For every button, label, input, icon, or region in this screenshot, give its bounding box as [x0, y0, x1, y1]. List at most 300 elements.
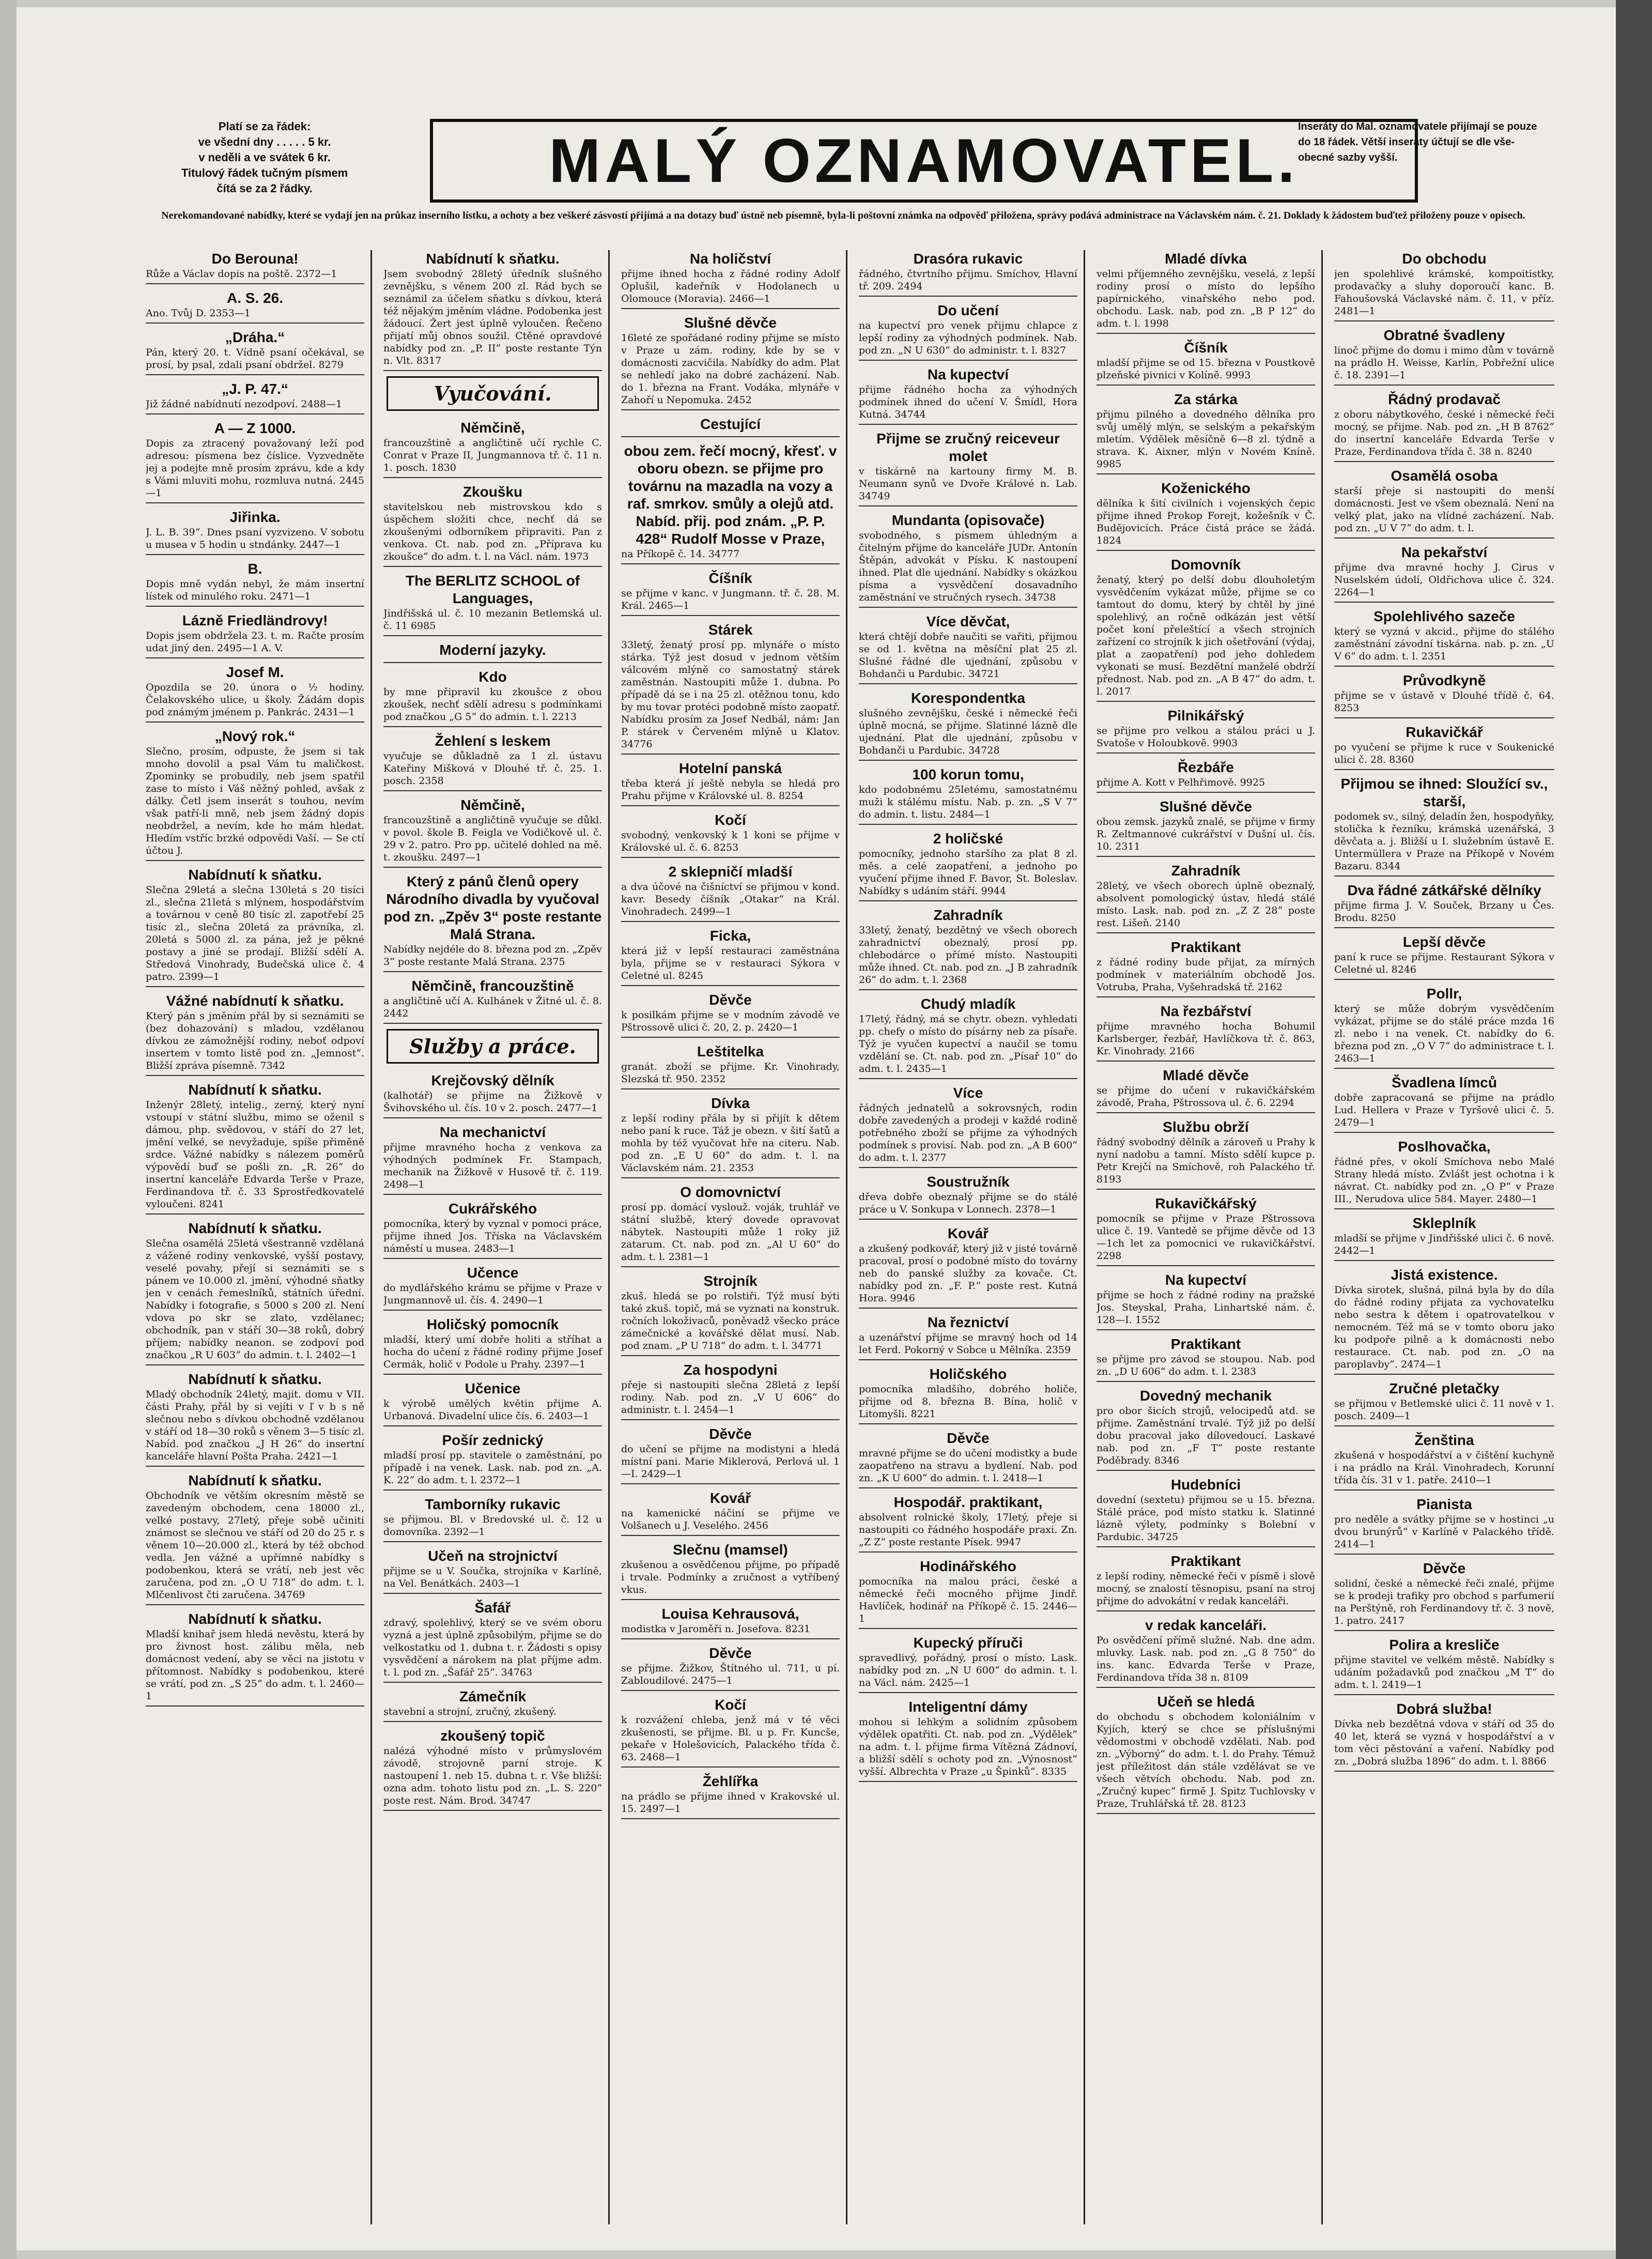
classified-ad — [1097, 1693, 1315, 1814]
classified-ad — [621, 1184, 840, 1267]
ad-body: přijme dva mravné hochy J. Cirus v Nuselském údolí, Oldřichova ulice č. 324. 2264—1 — [1334, 562, 1554, 598]
classified-ad — [383, 1547, 602, 1594]
ad-body: přijme mravného hocha Bohumil Karlsberger, řezbář, Havlíčkova tř. č. 863, Kr. Vinohrady. 2166 — [1097, 1021, 1315, 1057]
ad-title: „Dráha.“ — [225, 329, 285, 345]
ad-body: zkušená v hospodářství a v čištění kuchyně i na prádlo na Král. Vinohradech, Korunní třída čís. 31 v 1. patře. 2410—1 — [1334, 1450, 1554, 1486]
ad-body: řádný svobodný dělník a zároveň u Prahy k nyní nadobu a tamní. Místo sdělí kupce p. Petr Krejčí na Smíchově, roh Palackého tř. 8193 — [1097, 1136, 1315, 1185]
ad-title: Na pekařství — [1401, 544, 1488, 560]
ad-separator — [383, 1425, 602, 1426]
ad-body: Slečna osamělá 25letá všestranně vzdělaná z vážené rodiny venkovské, vyšší postavy, veselé povahy, přejí si seznámiti se s pánem ve 10.000 zl. jmění, výhodné sňatky jen v cenách řemeslníků, státních úřední. Nabídky i fotografie, s 5000 s 200 zl. Není vdova po skr se zlato, vzdělanec; obchodník, pan v stáří 30—38 roků, dobrý příjem; nabídky neanon. se zodpoví pod značkou „R U 603“ do admin. t. l. 2402—1 — [146, 1238, 364, 1361]
ad-separator — [859, 760, 1077, 761]
ad-title: zkoušený topič — [440, 1728, 545, 1744]
ad-body: Pán, který 20. t. Vídně psaní očekával, se prosí, by psal, zdali psaní obdržel. 8279 — [146, 347, 364, 371]
ad-title: 2 holičské — [933, 831, 1003, 847]
ad-body: ženatý, který po delší dobu dlouholetým vysvědčením vykázat může, přijme se co tamtout do domu, který by chtěl by jiné spolehlivý, an ročně odkázán jest větší počet koní přeleštící a všech strojních zařízení co strojník k jich ošetřování (výdaj, plat a zaopatření) pod jeho dohledem vykonati se musí. Bezdětní manželé obdrží přednost. Nab. pod zn. „A B 47“ do adm. t. l. 2017 — [1097, 574, 1315, 697]
ad-body: na Příkopě č. 14. 34777 — [621, 548, 740, 560]
ad-body: třeba která jí ještě nebyla se hledá pro Prahu přijme v Královské ul. 8. 8254 — [621, 778, 840, 802]
section-heading: Služby a práce. — [387, 1029, 599, 1064]
classified-ad — [1097, 759, 1315, 793]
ad-separator — [146, 413, 364, 414]
ad-body: modistka v Jaroměři n. Josefova. 8231 — [621, 1623, 810, 1635]
classified-ad — [1334, 1700, 1554, 1772]
classified-ad — [1097, 1617, 1315, 1688]
classified-ad — [621, 1773, 840, 1819]
ad-separator — [1097, 1112, 1315, 1113]
classified-ad — [146, 728, 364, 861]
ad-body: přijme se u V. Součka, strojníka v Karlíně, na Vel. Benátkách. 2403—1 — [383, 1565, 602, 1589]
ad-separator — [621, 985, 840, 986]
classified-ad — [1334, 1380, 1554, 1426]
classified-ad — [383, 1316, 602, 1375]
classified-ad — [859, 1494, 1077, 1553]
ad-separator — [1097, 1189, 1315, 1190]
classified-ad — [1097, 391, 1315, 474]
ad-separator — [1334, 1208, 1554, 1209]
ad-title: Hospodář. praktikant, — [893, 1494, 1043, 1510]
classified-ad — [859, 1173, 1077, 1220]
ad-separator — [1097, 1329, 1315, 1330]
ad-separator — [859, 989, 1077, 990]
ad-body: paní k ruce se přijme. Restaurant Sýkora v Celetné ul. 8246 — [1334, 951, 1554, 975]
ad-title: Na mechanictví — [439, 1124, 546, 1140]
classified-ad — [383, 641, 602, 663]
ad-separator — [1334, 1260, 1554, 1261]
ad-body: a uzenářství přijme se mravný hoch od 14 let Ferd. Pokorný v Sobce u Mělníka. 2359 — [859, 1332, 1077, 1356]
ad-separator — [383, 1194, 602, 1195]
ad-title: Ženština — [1414, 1432, 1474, 1448]
ad-separator — [1334, 602, 1554, 603]
classified-ad — [621, 1696, 840, 1768]
classified-ad — [621, 416, 840, 437]
ad-body: přijme se hoch z řádné rodiny na pražské Jos. Steyskal, Praha, Linhartské nám. č. 128—I. 1552 — [1097, 1289, 1315, 1326]
classified-ad — [146, 664, 364, 723]
ad-body: Dívka sirotek, slušná, pilná byla by do díla do řádné rodiny přijata za vychovatelku nebo sestra k dětem i opatrovatelkou v nemocném. Též má se v tomto oboru jako ku podpoře pilně a k domácnosti nebo restaurace. Ct. nab. pod zn. „O na paroplavby“. 2474—1 — [1334, 1284, 1554, 1370]
ad-body: stavební a strojní, zručný, zkušený. — [383, 1706, 557, 1717]
ad-separator — [1097, 333, 1315, 334]
ad-title: Učeň se hledá — [1157, 1694, 1255, 1710]
ad-title: Kupecký příruči — [913, 1635, 1023, 1651]
ad-title: Koženického — [1161, 480, 1250, 496]
ad-title: Dovedný mechanik — [1139, 1388, 1272, 1404]
ad-title: Hotelní panská — [678, 760, 782, 776]
ad-title: Jistá existence. — [1391, 1267, 1498, 1283]
ad-body: Dívka neb bezdětná vdova v stáří od 35 do 40 let, která se vyzná v hospodářství a v tom věci pěstování a vaření. Nabídky pod zn. „Dobrá služba 1896“ do adm. t. l. 8866 — [1334, 1718, 1554, 1767]
column-4 — [859, 250, 1085, 2224]
ad-body: k výrobě umělých květin přijme A. Urbanová. Divadelní ulice čís. 6. 2403—1 — [383, 1398, 602, 1422]
ad-title: Praktikant — [1170, 1553, 1241, 1569]
ad-title: Chudý mladík — [920, 996, 1016, 1012]
ad-title: Zručné pletačky — [1389, 1380, 1500, 1396]
ad-body: na kupectví pro venek přijmu chlapce z lepší rodiny za výhodných podmínek. Nab. pod zn. „N U 630“ do administr. t. l. 8327 — [859, 320, 1077, 356]
column-3 — [621, 250, 847, 2224]
ad-body: solidní, české a německé řeči znalé, přijme se k prodeji trafiky pro obchod s parfumerií na Perštýně, roh Ferdinandovy tř. č. 3 nově, 1. patro. 2417 — [1334, 1578, 1554, 1626]
column-2 — [383, 250, 610, 2224]
ad-separator — [1334, 1374, 1554, 1375]
ad-separator — [146, 1213, 364, 1215]
classified-ad — [1097, 1067, 1315, 1113]
ad-separator — [146, 502, 364, 503]
ad-title: Učenice — [465, 1380, 521, 1396]
classified-ad — [859, 995, 1077, 1079]
ad-body: pro obor šicích strojů, velocipedů atd. se přijme. Zaměstnání trvalé. Týž již po delší dobu pracoval jako dílovedoucí. Laskavé nab. pod zn. „F T“ poste restante Poděbrady. 8346 — [1097, 1405, 1315, 1466]
classified-ad — [1334, 1496, 1554, 1555]
ad-separator — [1097, 385, 1315, 386]
ad-body: granát. zboží se přijme. Kr. Vinohrady, Slezská tř. 950. 2352 — [621, 1061, 840, 1085]
ad-separator — [621, 409, 840, 410]
classified-ad — [1334, 882, 1554, 928]
ad-body: Jsem svobodný 28letý úředník slušného zevnějšku, s věnem 200 zl. Rád bych se seznámil za účelem sňatku s dívkou, která též nějakým jměním vládne. Podobenka jest žádoucí. Žert jest úplně vyloučen. Řečeno přijatí můj obnos soužil. Ctěné opravdové nabídky pod zn. „P. II“ poste restante Týn n. Vlt. 8317 — [383, 268, 602, 366]
ad-separator — [859, 1359, 1077, 1360]
classified-ad — [146, 289, 364, 324]
ad-body: svobodného, s písmem úhledným a čitelným přijme do kanceláře JUDr. Antonín Štěpán, advokát v Písku. K nastoupení ihned. Plat dle ujednání. Nabídky s okázkou písma a vysvědčení dosavadního zaměstnání ve stručných rysech. 34738 — [859, 530, 1077, 603]
ad-title: Švadlena límců — [1392, 1074, 1497, 1090]
ad-title: Děvče — [947, 1430, 990, 1446]
ad-separator — [383, 1117, 602, 1118]
ad-separator — [859, 824, 1077, 825]
classified-ad — [1334, 327, 1554, 386]
ad-separator — [859, 424, 1077, 425]
classified-ad — [146, 1371, 364, 1467]
classified-ad — [859, 1430, 1077, 1488]
ad-separator — [621, 1638, 840, 1639]
classified-ad — [621, 250, 840, 309]
classified-ad — [1334, 250, 1554, 321]
ad-separator — [383, 971, 602, 972]
classified-ad — [859, 1698, 1077, 1782]
classified-ad — [1097, 1476, 1315, 1547]
ad-body: Inženýr 28letý, intelig., zerný, který nyní vstoupí v státní službu, mimo se oženil s dámou, php. svědovou, v stáří do 27 let, jmění velké, se nevyžaduje, spíše přiměně srdce. Vážné nabídky s nálezem poměrů výpovědí buď se pošli zn. „R. 26“ do insertní kanceláře Edvarda Terše v Praze, Ferdinandova tř. č. 33 Sprostředkovatelé vyloučeni. 8241 — [146, 1099, 364, 1210]
ad-separator — [621, 1419, 840, 1420]
classified-ad — [859, 830, 1077, 901]
ad-title: Spolehlivého sazeče — [1373, 608, 1515, 624]
classified-ad — [859, 689, 1077, 761]
classified-ad — [621, 1541, 840, 1600]
ad-title: Zahradník — [933, 907, 1003, 923]
ad-title: Kočí — [715, 1697, 746, 1713]
column-5 — [1097, 250, 1323, 2224]
ad-separator — [146, 554, 364, 555]
ad-title: Žehlení s leskem — [435, 733, 551, 749]
ad-separator — [1334, 1068, 1554, 1069]
ad-separator — [859, 1692, 1077, 1693]
ad-title: Leštitelka — [697, 1043, 764, 1059]
ad-body: z lepší rodiny, německé řeči v písmě i slově mocný, se znalostí těsnopisu, psaní na stroj přijme do advokátní v redak kanceláři. — [1097, 1571, 1315, 1607]
classified-ad — [621, 811, 840, 858]
classified-ad — [621, 1043, 840, 1089]
classified-ad — [621, 1361, 840, 1420]
ad-body: do obchodu s obchodem koloniálním v Kyjích, který se chce se příslušnými vědomostmi v obchodě vzdělati. Nab. pod zn. „Výborný“ do adm. t. l. do Prahy. Témuž jest příležitost dán stále vzdělávat se ve všech větvích obchodu. Nab. pod zn. „Zručný kupec“ firmě J. Spitz Tuchlovsky v Praze, Truhlářská tř. 28. 8123 — [1097, 1711, 1315, 1809]
classified-ad — [146, 420, 364, 503]
ad-title: Číšník — [708, 570, 752, 586]
classified-ad — [1334, 391, 1554, 462]
ad-title: Slušné děvče — [1160, 798, 1252, 815]
ad-body: zkuš. hledá se po rolstiři. Týž musí býti také zkuš. topič, má se vyznati na konstruk. ročních lokoživaců, poněvadž všecko práce zámečnické a kovářské dělat musí. Nab. pod znam. „P U 718“ do adm. t. l. 34771 — [621, 1290, 840, 1351]
classified-ad — [146, 560, 364, 607]
ad-title: Na řezbářství — [1160, 1003, 1252, 1019]
ad-body: v tiskárně na kartouny firmy M. B. Neumann synů ve Dvoře Králové n. Lab. 34749 — [859, 466, 1077, 502]
ad-separator — [383, 566, 602, 567]
ad-separator — [383, 1310, 602, 1311]
ad-body: starší přeje si nastoupiti do menší domácnosti. Jest ve všem obeznalá. Není na velký plat, jako na vlídné zacházení. Nab. pod zn. „U V 7“ do adm. t. l. — [1334, 485, 1554, 534]
ad-body: dobře zapracovaná se přijme na prádlo Lud. Hellera v Praze v Tyršově ulici č. 5. 2479—1 — [1334, 1092, 1554, 1128]
ad-body: přijme A. Kott v Pelhřimově. 9925 — [1097, 777, 1265, 788]
ad-body: Slečno, prosím, odpuste, že jsem si tak mnoho dovolil a psal Vám tu maličkost. Zpominky se probudily, neb jsem spatřil zase to místo i Váš něžný pohled, avšak z dálky. Četl jsem inserát s touhou, nevím však patří-li mně, neb jsem žádný dopis neobdržel, a nevím, kde ho mám hledat. Hledím vstříc brzké odpovědi Vaší. — Se ctí účtou J. — [146, 746, 364, 856]
ad-separator — [1334, 1630, 1554, 1631]
ad-title: Šafář — [474, 1600, 511, 1616]
ad-separator — [859, 1219, 1077, 1220]
ad-title: Za hospodyni — [683, 1362, 778, 1378]
ad-separator — [146, 721, 364, 723]
ad-title: Nabídnutí k sňatku. — [188, 1472, 322, 1488]
ad-title: Tamborníky rukavic — [425, 1496, 561, 1512]
ad-body: se přijmou. Bl. v Bredovské ul. č. 12 u domovníka. 2392—1 — [383, 1514, 602, 1538]
ad-separator — [621, 1599, 840, 1600]
ad-body: Dopis za ztracený považovaný leží pod adresou: písmena bez číslice. Vyzvedněte jej a podejte mně prosím zprávu, kde a kdy s Vámi mluviti mohu, rozmluva nutná. 2445—1 — [146, 438, 364, 499]
ad-title: Více — [953, 1085, 983, 1101]
ad-body: přeje si nastoupiti slečna 28letá z lepší rodiny. Nab. pod zn. „V U 606“ do administr. t. l. 2454—1 — [621, 1379, 840, 1416]
ad-title: Polira a kresliče — [1389, 1637, 1500, 1653]
ad-separator — [1097, 550, 1315, 551]
ad-body: z lepší rodiny přála by si přijít k dětem nebo paní k ruce. Táž je obezn. v šití šatů a mohla by též vyučovat hře na citeru. Nab. pod zn. „E U 60“ do adm. t. l. na Václavském nám. 21. 2353 — [621, 1113, 840, 1174]
ad-body: Již žádné nabídnutí nezodpoví. 2488—1 — [146, 398, 342, 410]
classified-ad — [621, 1605, 840, 1639]
ad-separator — [383, 370, 602, 371]
ad-body: 33letý, ženatý prosí pp. mlynáře o místo stárka. Týž jest dosud v jednom větším válcovém mlýně co samostatný stárek zaměstnán. Nastoupiti může 1. dubna. Po případě dá se i na 25 zl. otěžnou tonu, kdo by mu tovar protéci podobně místo zaopatř. Nabídku prosím za Josef Nedbál, nám: Jan P. stárek v Červeném mlýně u Klatov. 34776 — [621, 639, 840, 750]
classified-ad — [1334, 1138, 1554, 1209]
ad-title: Louisa Kehrausová, — [661, 1606, 799, 1622]
ad-separator — [859, 1423, 1077, 1424]
ad-separator — [621, 805, 840, 806]
section-heading: Vyučování. — [387, 376, 599, 411]
classified-ad — [1097, 1271, 1315, 1330]
ad-title: A — Z 1000. — [214, 420, 296, 436]
ad-body: by mne připravil ku zkoušce z obou zkoušek, nechť sdělí adresu s podmínkami pod značkou „G 5“ do admin. t. l. 2213 — [383, 686, 602, 723]
ad-separator — [1334, 875, 1554, 877]
classified-ad — [1334, 544, 1554, 603]
ad-title: Na řeznictví — [927, 1314, 1009, 1330]
ad-title: Kdo — [478, 669, 507, 685]
ad-body: řádné přes, v okolí Smíchova nebo Malé Strany hledá místo. Zvlášt jest ochotna i k návrat. Ct. nabídky pod zn. „O P“ v Praze III., Nerudova ulice 584. Mayer. 2480—1 — [1334, 1156, 1554, 1205]
classified-ad — [383, 1264, 602, 1311]
ad-title: Do učení — [937, 302, 999, 318]
classified-ad — [1334, 985, 1554, 1069]
ad-body: Mladý obchodník 24letý, majit. domu v VII. části Prahy, přál by si vejíti v ľ v b s ně slečnou nebo s dívkou obchodně vzdělanou v stáří od 18—30 roků s věnem 3—5 tisíc zl. Nabíd. pod značkou „J H 26“ do insertní kanceláře hlavní Pošta Praha. 2421—1 — [146, 1389, 364, 1462]
classified-ad — [859, 1084, 1077, 1168]
classified-ad — [621, 927, 840, 986]
ad-separator — [1097, 1381, 1315, 1382]
classified-ad — [1097, 339, 1315, 386]
classified-ad — [621, 1489, 840, 1536]
ad-separator — [621, 1177, 840, 1178]
ad-separator — [146, 322, 364, 324]
classified-ad — [859, 1634, 1077, 1693]
ad-body: přijme ihned hocha z řádné rodiny Adolf Oplušil, kadeřník v Hodolanech u Olomouce (Moravia). 2466—1 — [621, 268, 840, 304]
classified-ad — [1334, 1266, 1554, 1375]
ad-separator — [383, 1682, 602, 1683]
ad-separator — [621, 857, 840, 858]
ad-body: nalézá výhodné místo v průmyslovém závodě, strojovně parní stroje. K nastoupení 1. neb 15. dubna t. r. Vše bližší: ozna adm. tohoto listu pod zn. „L. S. 220“ poste rest. Nám. Brod. 34747 — [383, 1745, 602, 1806]
ad-title: Slečnu (mamsel) — [673, 1542, 788, 1558]
classified-ad — [1097, 480, 1315, 551]
ad-title: Skleplník — [1412, 1215, 1476, 1231]
ad-body: Obchodník ve větším okresním městě se zavedeným obchodem, cena 18000 zl., velké postavy, 27letý, přeje sobě učiniti známost se slečnou ve stáří od 20 do 25 r. s věnem 10—20.000 zl., která by též obchod vedla. Jen vážné a upřímné nabídky s podobenkou, která se vrátí, neb jest věc zaručena, pod zn. „O U 718“ do adm. t. l. Mlčenlivost čti zaručena. 34769 — [146, 1490, 364, 1601]
classified-ad — [146, 1220, 364, 1365]
ad-body: přijmu pilného a dovedného dělníka pro svůj umělý mlýn, se selským a pekařským mletím. Výdělek měsíčně 6—8 zl. týdně a strava. K. Aixner, mlýn v Novém Kníně. 9985 — [1097, 409, 1315, 470]
ad-body: který se může dobrým vysvědčením vykázat, přijme se do stálé práce mzda 16 zl. nebo i na venek. Ct. nabídky do 6. března pod zn. „O V 7“ do administrace t. l. 2463—1 — [1334, 1003, 1554, 1064]
ad-separator — [146, 986, 364, 987]
ad-separator — [621, 1818, 840, 1819]
classified-ad — [621, 760, 840, 806]
ad-separator — [859, 900, 1077, 901]
classified-ad — [1334, 608, 1554, 667]
classified-ad — [859, 512, 1077, 608]
classified-ad — [1097, 250, 1315, 334]
ad-body: z oboru nábytkového, české i německé řeči mocný, se přijme. Nab. pod zn. „H B 8762“ do insertní kanceláře Edvarda Terše v Praze, Ferdinandova třída č. 38 n. 8240 — [1334, 409, 1554, 457]
classified-ad — [383, 1432, 602, 1490]
classified-ad — [1334, 1636, 1554, 1695]
ad-title: Pošír zednický — [442, 1432, 544, 1448]
ad-separator — [859, 505, 1077, 506]
ad-body: a zkušený podkovář, který již v jisté továrně pracoval, prosí o podobné místo do továrny neb do panské služby za kovače. Ct. nabídky pod zn. „F. P.“ poste rest. Kutná Hora. 9946 — [859, 1243, 1077, 1304]
ad-title: „Nový rok.“ — [214, 728, 296, 744]
ad-separator — [146, 657, 364, 658]
ad-body: mravné přijme se do učení modistky a bude zaopatřeno na stravu a bydlení. Nab. pod zn. „K U 600“ do admin. t. l. 2418—1 — [859, 1448, 1077, 1484]
classified-ad — [146, 866, 364, 987]
ad-title: Dva řádné zátkářské dělníky — [1347, 882, 1541, 898]
ad-body: podomek sv., silný, deladín žen, hospodyňky, stolička k řezníku, krámská uzenářská, 3 děvčata a. j. Bližší u I. služebním ústavě E. Untermüllera v Praze na Příkopě v Novém Bazaru. 8344 — [1334, 811, 1554, 872]
ad-body: mladší prosí pp. stavitele o zaměstnání, po případě i na venek. Lask. nab. pod zn. „A. K. 22“ do adm. t. l. 2372—1 — [383, 1450, 602, 1486]
ad-separator — [383, 1541, 602, 1542]
classified-ad — [1334, 933, 1554, 980]
ad-title: Nabídnutí k sňatku. — [426, 251, 560, 267]
ad-title: Krejčovský dělník — [431, 1072, 554, 1088]
ad-separator — [1097, 1265, 1315, 1266]
classified-ad — [1097, 1003, 1315, 1062]
ad-title: Učeň na strojnictví — [428, 1548, 558, 1564]
ad-title: Jiřinka. — [229, 509, 281, 525]
ad-title: Nabídnutí k sňatku. — [188, 1371, 322, 1387]
ad-separator — [146, 606, 364, 607]
ad-title: Strojník — [703, 1273, 758, 1289]
classified-ad — [859, 302, 1077, 361]
ad-separator — [621, 1355, 840, 1356]
classified-ad — [383, 1496, 602, 1542]
ad-title: O domovnictví — [680, 1184, 781, 1200]
ad-separator — [383, 1258, 602, 1259]
ad-body: francouzštině a angličtině učí rychle C. Conrat v Praze II, Jungmannova tř. č. 11 n. 1. posch. 1830 — [383, 437, 602, 473]
ad-body: Mladší knihař jsem hledá nevěstu, která by pro živnost host. zálibu měla, neb domácnost vedení, aby se věci na jistotu v přítomnost. Nabídky s podobenkou, které se vrátí, pod zn. „S 25“ do adm. t. l. 2460—1 — [146, 1628, 364, 1702]
ad-separator — [859, 683, 1077, 684]
classified-ad — [621, 570, 840, 616]
ad-title: Více děvčat, — [926, 613, 1010, 629]
ad-separator — [1334, 537, 1554, 539]
ad-title: Nabídnutí k sňatku. — [188, 1220, 322, 1236]
ad-separator — [146, 1364, 364, 1365]
ad-separator — [1334, 1771, 1554, 1772]
classified-ad — [383, 250, 602, 371]
ad-title: Pianista — [1416, 1496, 1472, 1512]
ad-body: mohou si lehkým a solidním způsobem výdělek opatřiti. Ct. nab. pod zn. „Výdělek“ na adm. t. l. přijme firma Vítězná Zádnoví, a bližší sdělí s ochoty pod zn. „Výnosnost“ vyšší. Albrechta v Praze „u Špinků“. 8335 — [859, 1716, 1077, 1777]
ad-body: dělníka k šití civilních i vojenských čepic přijme ihned Prokop Forejt, kožešník v Č. Budějovicích. Práce čistá práce se žádá. 1824 — [1097, 498, 1315, 546]
classified-ad — [383, 483, 602, 567]
ad-separator — [621, 1766, 840, 1768]
ad-body: obou zemsk. jazyků znalé, se přijme v firmy R. Zeltmannové cukrářství v Dušní ul. čís. 10. 2311 — [1097, 816, 1315, 852]
ad-title: 2 sklepničí mladší — [668, 864, 793, 880]
ad-title: Průvodkyně — [1402, 672, 1486, 688]
classified-ad — [859, 613, 1077, 684]
ad-title: Za stárka — [1174, 391, 1238, 407]
ad-title: Řezbáře — [1178, 759, 1234, 775]
ad-title: Na kupectví — [927, 366, 1009, 382]
classified-ad — [1097, 939, 1315, 997]
ad-body: a angličtině učí A. Kulhánek v Žitné ul. č. 8. 2442 — [383, 995, 602, 1019]
ad-separator — [621, 754, 840, 755]
ad-separator — [1097, 996, 1315, 997]
ad-separator — [1097, 1610, 1315, 1611]
ad-separator — [621, 308, 840, 309]
classified-ad — [383, 1727, 602, 1811]
ad-body: svobodný, venkovský k 1 koni se přijme v Královské ul. č. 6. 8253 — [621, 829, 840, 853]
ad-separator — [1334, 927, 1554, 928]
ad-title: Zahradník — [1171, 863, 1241, 879]
ad-separator — [859, 607, 1077, 608]
ad-separator — [859, 1551, 1077, 1553]
ad-separator — [383, 1023, 602, 1024]
ad-separator — [1097, 752, 1315, 754]
ad-body: Opozdila se 20. února o ½ hodiny. Čelakovského ulice, u školy. Žádám dopis pod známým jménem p. Pankrác. 2431—1 — [146, 682, 364, 718]
classified-ad — [383, 796, 602, 868]
ad-title: Holičského — [929, 1366, 1007, 1382]
ad-title: „J. P. 47.“ — [222, 381, 288, 397]
ad-separator — [146, 374, 364, 375]
ad-separator — [383, 1374, 602, 1375]
ad-body: pomocník se přijme v Praze Pštrossova ulice č. 19. Vantedě se přijme děvče od 13—1ch let za pomocnici ve rukavičkářství. 2298 — [1097, 1213, 1315, 1262]
ad-separator — [383, 1810, 602, 1811]
ad-body: spravedlivý, pořádný, prosí o místo. Lask. nabídky pod zn. „N U 600“ do admin. t. l. na Václ. nám. 2425—1 — [859, 1652, 1077, 1688]
ad-body: prosí pp. domácí vyslouž. voják, truhlář ve státní službě, který dovede opravovat nábytek. Nastoupiti může 1 roky již zatarum. Ct. nab. pod zn. „Al U 60“ do adm. t. l. 2381—1 — [621, 1202, 840, 1263]
classified-ad — [146, 1472, 364, 1605]
column-6 — [1334, 250, 1561, 2224]
ad-body: Dopis mně vydán nebyl, že mám insertní lístek od minulého roku. 2471—1 — [146, 578, 364, 602]
ad-separator — [859, 1781, 1077, 1782]
ad-body: Ano. Tvůj D. 2353—1 — [146, 308, 251, 319]
ad-separator — [859, 1308, 1077, 1309]
ad-body: na kamenické náčiní se přijme ve Volšanech u J. Veselého. 2456 — [621, 1508, 840, 1531]
ad-separator — [1097, 1687, 1315, 1688]
ad-title: Stárek — [708, 622, 753, 638]
ad-body: pomocníky, jednoho staršího za plat 8 zl. měs. a celé zaopatření, a jednoho po vyučení přijme ihned F. Bavor, St. Boleslav. Nabídky s udáním stáří. 9944 — [859, 848, 1077, 897]
ad-separator — [1334, 769, 1554, 770]
classified-ad — [383, 419, 602, 478]
ad-title: Nabídnutí k sňatku. — [188, 1611, 322, 1627]
ad-title: Zámečník — [459, 1688, 527, 1704]
ad-title: Moderní jazyky. — [439, 642, 546, 658]
ad-title: Rukavičkářský — [1155, 1195, 1257, 1211]
classified-ad — [859, 1314, 1077, 1360]
ad-title: Nabídnutí k sňatku. — [188, 1082, 322, 1098]
ad-title: Němčině, — [460, 420, 525, 436]
ad-body: linoč přijme do domu i mimo dům v továrně na prádlo H. Weisse, Karlín, Pobřežní ulice č. 18. 2391—1 — [1334, 345, 1554, 381]
ad-title: Němčině, francouzštině — [411, 978, 574, 994]
ad-title: Děvče — [1423, 1560, 1466, 1576]
classified-ad — [146, 329, 364, 375]
ad-title: Holičský pomocník — [426, 1316, 559, 1332]
ad-body: se přijme pro závod se stoupou. Nab. pod zn. „D U 606“ do adm. t. l. 2383 — [1097, 1354, 1315, 1377]
ad-title: Mladé dívka — [1165, 251, 1247, 267]
ad-separator — [1334, 717, 1554, 718]
classified-ad — [383, 572, 602, 636]
ad-title: Vážné nabídnutí k sňatku. — [166, 993, 344, 1009]
